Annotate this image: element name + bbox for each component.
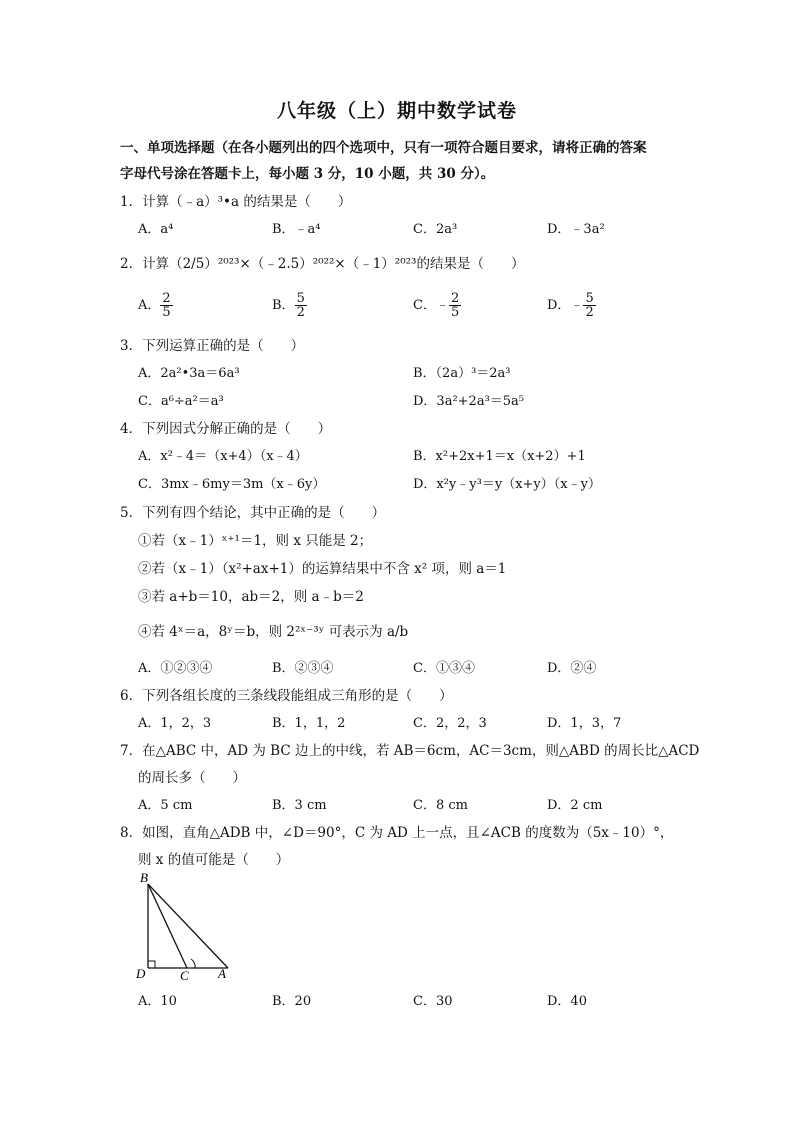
q5-option-b: B．②③④	[272, 661, 334, 676]
q7-option-d: D．2 cm	[547, 798, 603, 813]
q1-option-b: B．﹣a⁴	[272, 222, 321, 237]
q7-stem-line1: 7．在△ABC 中，AD 为 BC 边上的中线，若 AB＝6cm，AC＝3cm，则△ABD 的周长比△ACD	[120, 743, 700, 759]
q2-option-b: B． $\frac{5}{2}$	[272, 291, 305, 320]
q3-option-b: B．（2a）³＝2a³	[413, 366, 511, 381]
q4-stem: 4．下列因式分解正确的是（ ）	[120, 421, 332, 437]
q3-option-a: A．2a²•3a＝6a³	[138, 366, 240, 381]
q6-option-c: C．2，2，3	[413, 716, 487, 731]
q1-option-c: C．2a³	[413, 222, 458, 237]
q2-a-num: 2	[162, 291, 171, 306]
q2-option-a: A． $\frac{2}{5}$	[138, 291, 171, 320]
right-angle-mark	[148, 961, 155, 968]
q2-b-den: 2	[296, 305, 305, 320]
label-c: C	[180, 968, 189, 983]
q8-stem-line2: 则 x 的值可能是（ ）	[138, 852, 290, 868]
label-a: A	[218, 966, 226, 981]
q4-option-c: C．3mx﹣6my＝3m（x﹣6y）	[138, 477, 326, 492]
q2-d-num: 5	[585, 291, 594, 306]
q5-statement-4: ④若 4ˣ＝a，8ʸ＝b，则 2²ˣ⁻³ʸ 可表示为 a/b	[138, 624, 409, 640]
q8-option-a: A．10	[138, 994, 177, 1009]
q2-option-c: C．﹣ $\frac{2}{5}$	[413, 291, 460, 320]
q7-stem-line2: 的周长多（ ）	[138, 770, 246, 786]
q2-option-d: D．﹣ $\frac{5}{2}$	[547, 291, 594, 320]
q2-b-num: 5	[296, 291, 305, 306]
q3-stem: 3．下列运算正确的是（ ）	[120, 338, 305, 354]
q5-statement-3: ③若 a+b＝10，ab＝2，则 a﹣b＝2	[138, 589, 364, 605]
q7-option-c: C．8 cm	[413, 798, 468, 813]
q2-c-den: 5	[450, 305, 460, 320]
q5-stem: 5．下列有四个结论，其中正确的是（ ）	[120, 505, 386, 521]
q5-option-c: C．①③④	[413, 661, 475, 676]
q2-c-num: 2	[450, 291, 460, 306]
q2-d-den: 2	[585, 305, 594, 320]
q8-option-b: B．20	[272, 994, 312, 1009]
label-b: B	[140, 870, 148, 885]
q4-option-b: B．x²+2x+1＝x（x+2）+1	[413, 449, 586, 464]
section-instruction-line2: 字母代号涂在答题卡上，每小题 3 分，10 小题，共 30 分）。	[120, 166, 495, 182]
page-title: 八年级（上）期中数学试卷	[276, 100, 517, 122]
q2-a-den: 5	[162, 305, 171, 320]
q5-option-a: A．①②③④	[138, 661, 213, 676]
q6-option-d: D．1，3，7	[547, 716, 622, 731]
q6-option-a: A．1，2，3	[138, 716, 212, 731]
q5-option-d: D．②④	[547, 661, 597, 676]
segment-ba	[148, 884, 228, 968]
label-d: D	[136, 966, 146, 981]
q1-stem: 1．计算（﹣a）³•a 的结果是（ ）	[120, 194, 352, 210]
section-instruction-line1: 一、单项选择题（在各小题列出的四个选项中，只有一项符合题目要求，请将正确的答案	[120, 140, 647, 156]
q3-option-d: D．3a²+2a³＝5a⁵	[413, 394, 525, 409]
angle-acb-arc	[191, 959, 195, 968]
right-triangle-figure	[130, 868, 240, 983]
q5-statement-2: ②若（x﹣1）（x²+ax+1）的运算结果中不含 x² 项，则 a＝1	[138, 561, 507, 577]
q4-option-a: A．x²﹣4＝（x+4）（x﹣4）	[138, 449, 308, 464]
segment-bc	[148, 884, 187, 968]
q4-option-d: D．x²y﹣y³＝y（x+y）（x﹣y）	[413, 477, 601, 492]
q6-option-b: B．1，1，2	[272, 716, 346, 731]
q3-option-c: C．a⁶÷a²＝a³	[138, 394, 224, 409]
q2-stem: 2．计算（2/5）²⁰²³×（﹣2.5）²⁰²²×（﹣1）²⁰²³的结果是（ ）	[120, 256, 525, 272]
q6-stem: 6．下列各组长度的三条线段能组成三角形的是（ ）	[120, 688, 453, 704]
q1-option-a: A．a⁴	[138, 222, 174, 237]
q5-statement-1: ①若（x﹣1）ˣ⁺¹＝1，则 x 只能是 2；	[138, 533, 373, 549]
q8-option-c: C．30	[413, 994, 453, 1009]
q7-option-a: A．5 cm	[138, 798, 193, 813]
q7-option-b: B．3 cm	[272, 798, 327, 813]
q8-stem-line1: 8．如图，直角△ADB 中，∠D＝90°，C 为 AD 上一点，且∠ACB 的度数为（5x﹣10）°，	[120, 825, 674, 841]
q1-option-d: D．﹣3a²	[547, 222, 605, 237]
q8-option-d: D．40	[547, 994, 587, 1009]
